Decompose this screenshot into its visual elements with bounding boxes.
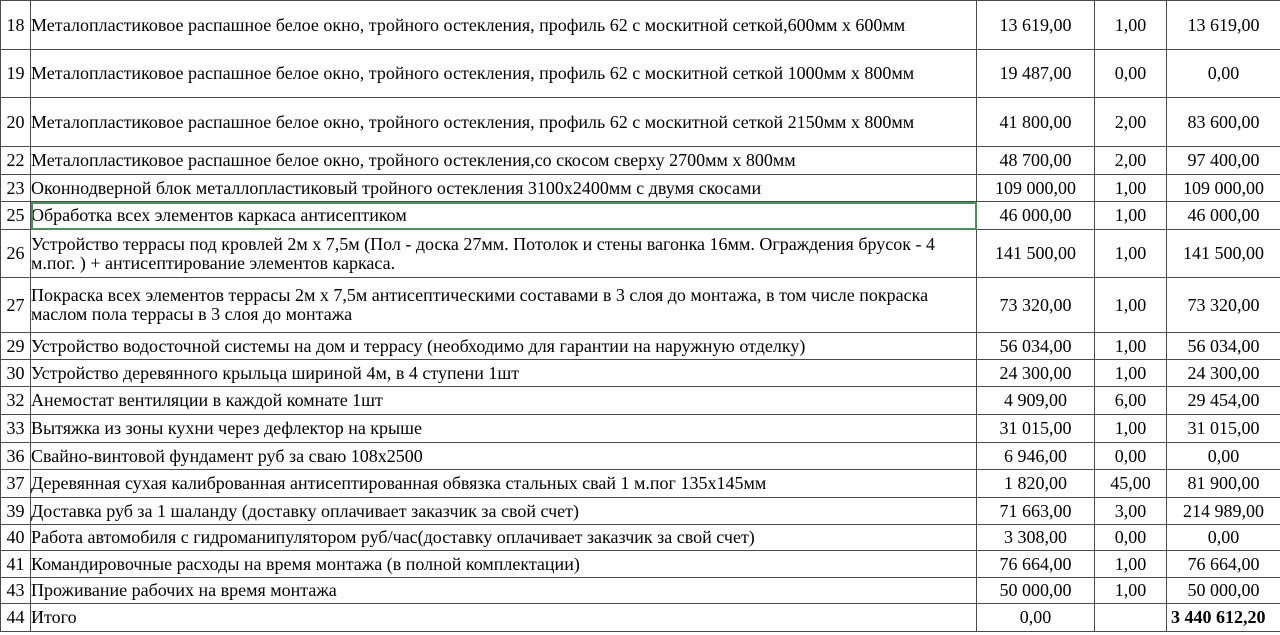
price-cell[interactable]: 46 000,00 xyxy=(977,202,1095,230)
description-cell[interactable]: Вытяжка из зоны кухни через дефлектор на крыше xyxy=(31,415,977,443)
description-cell[interactable]: Анемостат вентиляции в каждой комнате 1шт xyxy=(31,387,977,415)
table-row[interactable] xyxy=(1,360,1280,387)
row-number-cell[interactable]: 36 xyxy=(1,443,31,470)
total-label-cell[interactable]: Итого xyxy=(31,604,977,632)
price-cell[interactable]: 6 946,00 xyxy=(977,443,1095,470)
quantity-cell[interactable]: 1,00 xyxy=(1095,202,1167,230)
selected-description-cell[interactable]: Обработка всех элементов каркаса антисептиком xyxy=(31,202,977,230)
description-cell[interactable]: Деревянная сухая калиброванная антисептированная обвязка стальных свай 1 м.пог 135х145мм xyxy=(31,470,977,498)
row-number-cell[interactable]: 27 xyxy=(1,278,31,333)
quantity-cell[interactable]: 1,00 xyxy=(1095,278,1167,333)
description-cell[interactable]: Металопластиковое распашное белое окно, тройного остекления, профиль 62 с москитной сеткой 2150мм x 800мм xyxy=(31,98,977,147)
total-cell[interactable]: 13 619,00 xyxy=(1167,1,1280,50)
price-cell[interactable]: 76 664,00 xyxy=(977,551,1095,578)
quantity-cell[interactable]: 45,00 xyxy=(1095,470,1167,498)
table-row[interactable] xyxy=(1,415,1280,443)
quantity-cell[interactable]: 1,00 xyxy=(1095,578,1167,604)
price-cell[interactable]: 24 300,00 xyxy=(977,360,1095,387)
total-cell[interactable]: 46 000,00 xyxy=(1167,202,1280,230)
table-row[interactable] xyxy=(1,498,1280,525)
price-cell[interactable]: 3 308,00 xyxy=(977,525,1095,551)
price-cell[interactable]: 141 500,00 xyxy=(977,230,1095,278)
row-number-cell[interactable]: 29 xyxy=(1,333,31,360)
row-number-cell[interactable]: 43 xyxy=(1,578,31,604)
description-cell[interactable]: Металопластиковое распашное белое окно, тройного остекления, профиль 62 с москитной сеткой,600мм x 600мм xyxy=(31,1,977,50)
quantity-cell[interactable]: 2,00 xyxy=(1095,147,1167,175)
quantity-cell[interactable]: 1,00 xyxy=(1095,415,1167,443)
price-cell[interactable]: 41 800,00 xyxy=(977,98,1095,147)
spreadsheet-body xyxy=(1,1,1280,632)
row-number-cell[interactable]: 30 xyxy=(1,360,31,387)
description-cell[interactable]: Покраска всех элементов террасы 2м х 7,5м антисептическими составами в 3 слоя до монтажа, в том числе покраска маслом пола террасы в 3 слоя до монтажа xyxy=(31,278,977,333)
total-cell[interactable]: 0,00 xyxy=(1167,443,1280,470)
description-cell[interactable]: Свайно-винтовой фундамент руб за сваю 108х2500 xyxy=(31,443,977,470)
total-cell[interactable]: 73 320,00 xyxy=(1167,278,1280,333)
description-cell[interactable]: Работа автомобиля с гидроманипулятором руб/час(доставку оплачивает заказчик за свой счет) xyxy=(31,525,977,551)
total-cell[interactable]: 214 989,00 xyxy=(1167,498,1280,525)
quantity-cell[interactable]: 1,00 xyxy=(1095,333,1167,360)
table-row[interactable] xyxy=(1,1,1280,50)
quantity-cell[interactable]: 6,00 xyxy=(1095,387,1167,415)
description-cell[interactable]: Металопластиковое распашное белое окно, тройного остекления, профиль 62 с москитной сеткой 1000мм x 800мм xyxy=(31,50,977,98)
price-cell[interactable]: 4 909,00 xyxy=(977,387,1095,415)
grand-total-cell[interactable]: 3 440 612,20 xyxy=(1167,604,1280,632)
price-cell[interactable]: 109 000,00 xyxy=(977,175,1095,202)
total-cell[interactable]: 50 000,00 xyxy=(1167,578,1280,604)
table-row[interactable] xyxy=(1,578,1280,604)
price-cell[interactable]: 73 320,00 xyxy=(977,278,1095,333)
table-row[interactable] xyxy=(1,50,1280,98)
row-number-cell[interactable]: 26 xyxy=(1,230,31,278)
quantity-cell[interactable] xyxy=(1095,604,1167,632)
table-row[interactable] xyxy=(1,551,1280,578)
total-cell[interactable]: 31 015,00 xyxy=(1167,415,1280,443)
total-row[interactable] xyxy=(1,604,1280,632)
row-number-cell[interactable]: 25 xyxy=(1,202,31,230)
price-cell[interactable]: 1 820,00 xyxy=(977,470,1095,498)
table-row[interactable] xyxy=(1,525,1280,551)
total-cell[interactable]: 24 300,00 xyxy=(1167,360,1280,387)
table-row[interactable] xyxy=(1,230,1280,278)
row-number-cell[interactable]: 22 xyxy=(1,147,31,175)
row-number-cell[interactable]: 18 xyxy=(1,1,31,50)
row-number-cell[interactable]: 39 xyxy=(1,498,31,525)
quantity-cell[interactable]: 1,00 xyxy=(1095,175,1167,202)
quantity-cell[interactable]: 3,00 xyxy=(1095,498,1167,525)
price-cell[interactable]: 56 034,00 xyxy=(977,333,1095,360)
table-row[interactable] xyxy=(1,147,1280,175)
price-cell[interactable]: 19 487,00 xyxy=(977,50,1095,98)
total-cell[interactable]: 97 400,00 xyxy=(1167,147,1280,175)
quantity-cell[interactable]: 2,00 xyxy=(1095,98,1167,147)
total-cell[interactable]: 29 454,00 xyxy=(1167,387,1280,415)
total-cell[interactable]: 0,00 xyxy=(1167,50,1280,98)
total-cell[interactable]: 81 900,00 xyxy=(1167,470,1280,498)
row-number-cell[interactable]: 32 xyxy=(1,387,31,415)
price-cell[interactable]: 31 015,00 xyxy=(977,415,1095,443)
description-cell[interactable]: Оконнодверной блок металлопластиковый тройного остекления 3100x2400мм с двумя скосами xyxy=(31,175,977,202)
row-number-cell[interactable]: 33 xyxy=(1,415,31,443)
quantity-cell[interactable]: 1,00 xyxy=(1095,1,1167,50)
row-number-cell[interactable]: 20 xyxy=(1,98,31,147)
quantity-cell[interactable]: 0,00 xyxy=(1095,443,1167,470)
table-row[interactable] xyxy=(1,278,1280,333)
total-cell[interactable]: 0,00 xyxy=(1167,525,1280,551)
table-row[interactable] xyxy=(1,470,1280,498)
table-row[interactable] xyxy=(1,98,1280,147)
description-cell[interactable]: Проживание рабочих на время монтажа xyxy=(31,578,977,604)
total-cell[interactable]: 56 034,00 xyxy=(1167,333,1280,360)
row-number-cell[interactable]: 23 xyxy=(1,175,31,202)
description-cell[interactable]: Устройство террасы под кровлей 2м х 7,5м (Пол - доска 27мм. Потолок и стены вагонка 16мм. Ограждения брусок - 4 м.пог. ) + антисептирование элементов каркаса. xyxy=(31,230,977,278)
description-cell[interactable]: Устройство водосточной системы на дом и террасу (необходимо для гарантии на наружную отделку) xyxy=(31,333,977,360)
quantity-cell[interactable]: 1,00 xyxy=(1095,551,1167,578)
description-cell[interactable]: Металопластиковое распашное белое окно, тройного остекления,со скосом сверху 2700мм x 800мм xyxy=(31,147,977,175)
row-number-cell[interactable]: 19 xyxy=(1,50,31,98)
quantity-cell[interactable]: 0,00 xyxy=(1095,50,1167,98)
table-row[interactable] xyxy=(1,443,1280,470)
total-cell[interactable]: 83 600,00 xyxy=(1167,98,1280,147)
table-row[interactable] xyxy=(1,387,1280,415)
row-number-cell[interactable]: 40 xyxy=(1,525,31,551)
price-cell[interactable]: 50 000,00 xyxy=(977,578,1095,604)
description-cell[interactable]: Устройство деревянного крыльца шириной 4м, в 4 ступени 1шт xyxy=(31,360,977,387)
table-row[interactable] xyxy=(1,333,1280,360)
total-cell[interactable]: 76 664,00 xyxy=(1167,551,1280,578)
row-number-cell[interactable]: 37 xyxy=(1,470,31,498)
row-number-cell[interactable]: 41 xyxy=(1,551,31,578)
quantity-cell[interactable]: 0,00 xyxy=(1095,525,1167,551)
total-cell[interactable]: 141 500,00 xyxy=(1167,230,1280,278)
quantity-cell[interactable]: 1,00 xyxy=(1095,230,1167,278)
table-row[interactable] xyxy=(1,202,1280,230)
total-cell[interactable]: 109 000,00 xyxy=(1167,175,1280,202)
price-cell[interactable]: 71 663,00 xyxy=(977,498,1095,525)
row-number-cell[interactable]: 44 xyxy=(1,604,31,632)
price-cell[interactable]: 13 619,00 xyxy=(977,1,1095,50)
price-cell[interactable]: 0,00 xyxy=(977,604,1095,632)
quantity-cell[interactable]: 1,00 xyxy=(1095,360,1167,387)
description-cell[interactable]: Командировочные расходы на время монтажа (в полной комплектации) xyxy=(31,551,977,578)
price-cell[interactable]: 48 700,00 xyxy=(977,147,1095,175)
table-row[interactable] xyxy=(1,175,1280,202)
description-cell[interactable]: Доставка руб за 1 шаланду (доставку оплачивает заказчик за свой счет) xyxy=(31,498,977,525)
